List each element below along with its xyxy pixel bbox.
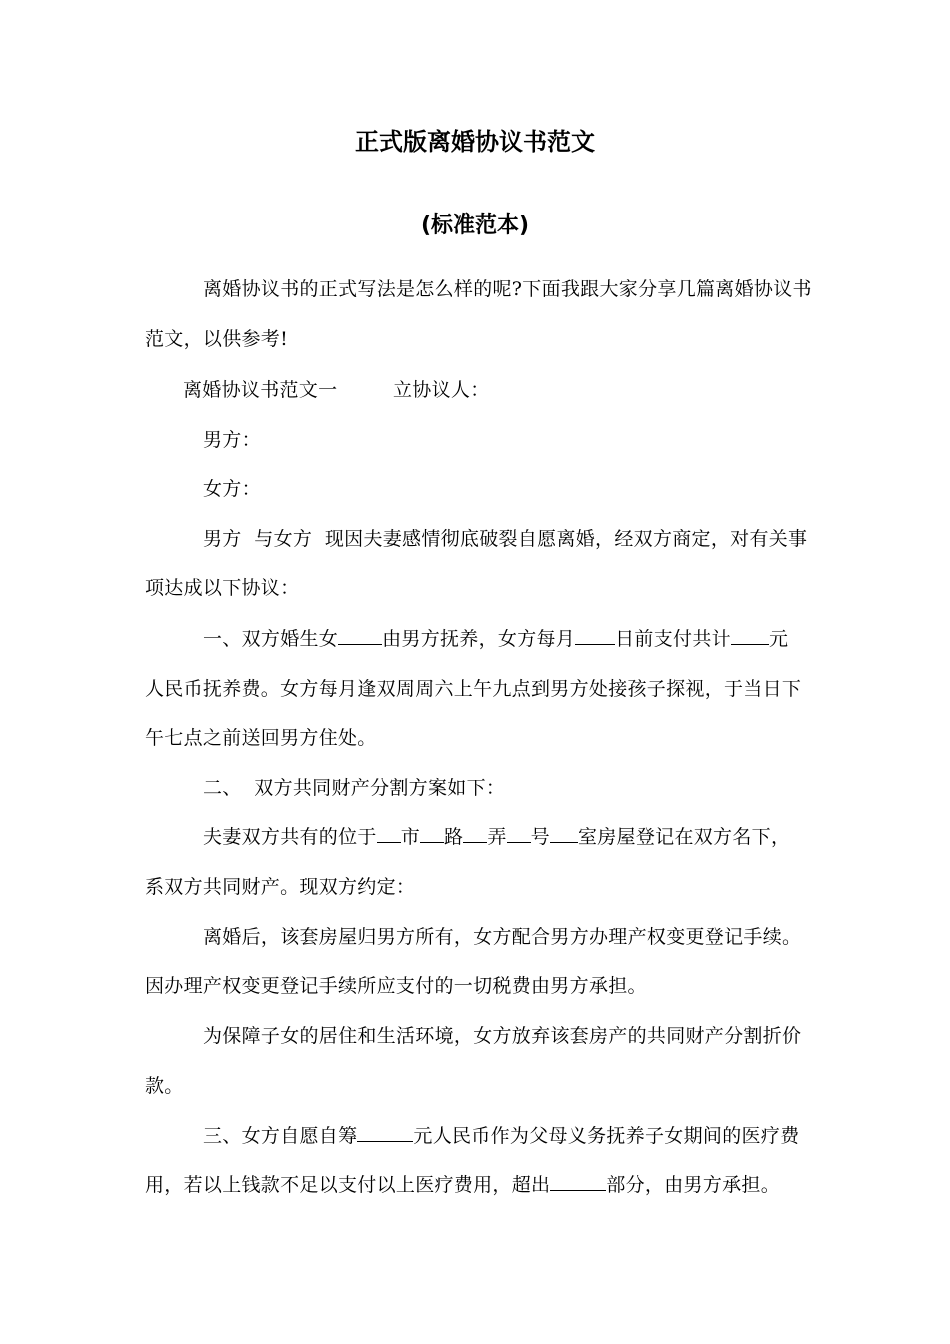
clause-2-text: 路 — [444, 826, 464, 848]
intro-line-2: 范文，以供参考! — [145, 328, 289, 350]
clause-1-text: 元 — [768, 628, 789, 650]
preamble-line-2: 项达成以下协议： — [145, 577, 300, 599]
clause-2-p1-line-1 — [203, 822, 790, 849]
sample-heading: 离婚协议书范文一 — [183, 379, 338, 401]
clause-2-text: 号 — [530, 826, 550, 848]
clause-2-text: 市 — [400, 826, 421, 848]
clause-1-text: 由男方抚养，女方每月 — [382, 628, 576, 650]
parties-label: 立协议人： — [393, 379, 490, 401]
clause-2-text: 室房屋登记在双方名下， — [577, 826, 791, 848]
clause-1-text: 一、双方婚生女 — [203, 628, 339, 650]
document-subtitle: (标准范本) — [420, 213, 530, 238]
clause-3-text: 三、女方自愿自筹 — [203, 1125, 358, 1147]
clause-2-text: 弄 — [487, 826, 507, 848]
clause-1-line-3: 午七点之前送回男方住处。 — [145, 727, 377, 749]
female-label: 女方： — [203, 478, 261, 500]
clause-2-p3-line-2: 款。 — [145, 1075, 184, 1097]
fill-blank — [550, 826, 578, 843]
clause-1-line-2: 人民币抚养费。女方每月逢双周周六上午九点到男方处接孩子探视，于当日下 — [145, 678, 802, 700]
clause-2-p1-line-2: 系双方共同财产。现双方约定： — [145, 876, 416, 898]
clause-2-p2-line-2: 因办理产权变更登记手续所应支付的一切税费由男方承担。 — [145, 975, 647, 997]
clause-3-line-2 — [145, 1170, 780, 1197]
fill-blank — [507, 826, 531, 843]
clause-2-p3-line-1: 为保障子女的居住和生活环境，女方放弃该套房产的共同财产分割折价 — [203, 1025, 802, 1047]
clause-2-heading: 二、 双方共同财产分割方案如下： — [203, 777, 506, 799]
fill-blank — [338, 628, 382, 645]
fill-blank — [357, 1125, 413, 1142]
clause-1-text: 日前支付共计 — [615, 628, 731, 650]
clause-3-text: 用，若以上钱款不足以支付以上医疗费用，超出 — [145, 1174, 551, 1196]
intro-line-1: 离婚协议书的正式写法是怎么样的呢?下面我跟大家分享几篇离婚协议书 — [203, 278, 812, 300]
clause-1-line-1 — [203, 624, 788, 651]
clause-3-text: 部分，由男方承担。 — [606, 1174, 781, 1196]
fill-blank — [731, 628, 769, 645]
document-title: 正式版离婚协议书范文 — [355, 128, 595, 156]
clause-3-line-1 — [203, 1121, 799, 1148]
fill-blank — [463, 826, 487, 843]
clause-2-p2-line-1: 离婚后，该套房屋归男方所有，女方配合男方办理产权变更登记手续。 — [203, 926, 802, 948]
preamble-line-1: 男方 与女方 现因夫妻感情彻底破裂自愿离婚，经双方商定，对有关事 — [203, 528, 808, 550]
fill-blank — [550, 1174, 606, 1191]
clause-2-text: 夫妻双方共有的位于 — [203, 826, 377, 848]
fill-blank — [420, 826, 444, 843]
clause-3-text: 元人民币作为父母义务抚养子女期间的医疗费 — [413, 1125, 800, 1147]
fill-blank — [575, 628, 615, 645]
fill-blank — [377, 826, 401, 843]
male-label: 男方： — [203, 429, 261, 451]
